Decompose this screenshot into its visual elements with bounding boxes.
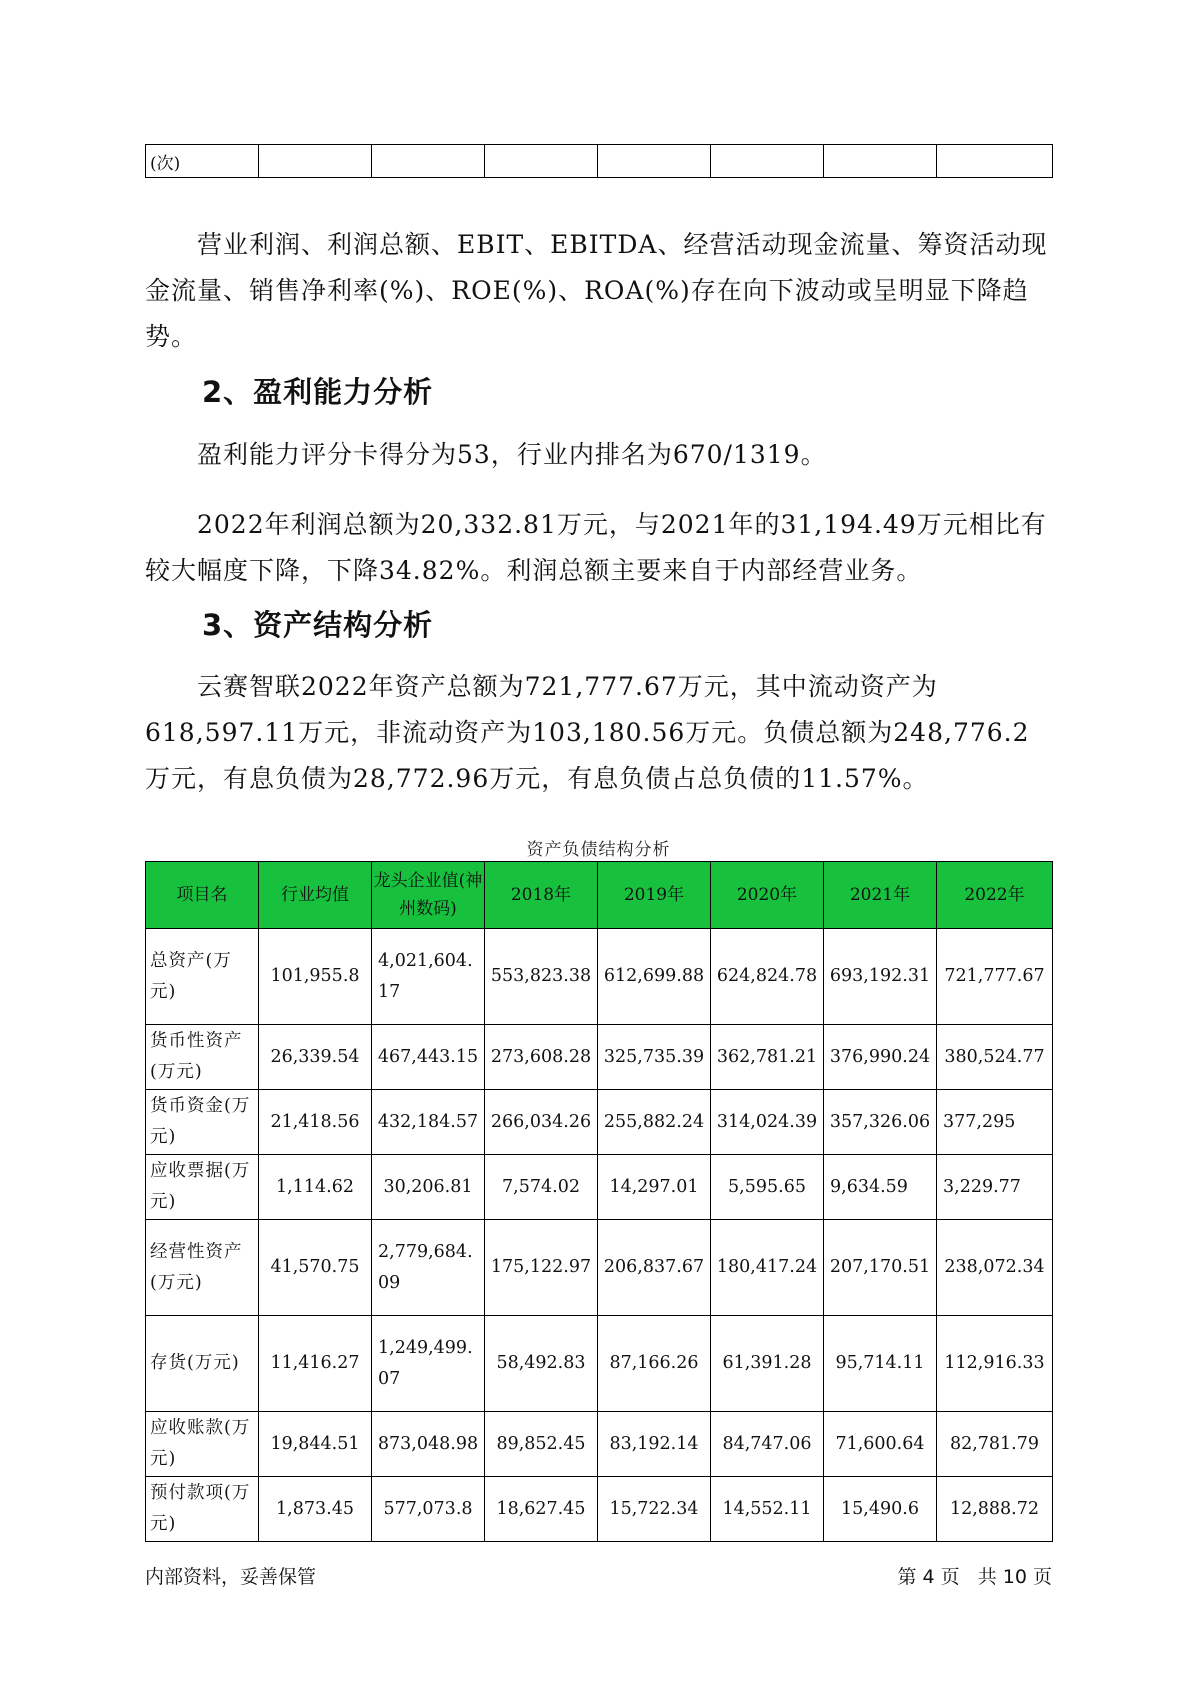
table-cell: 71,600.64 (824, 1412, 937, 1477)
table-cell: 432,184.57 (372, 1090, 485, 1155)
row-label: 货币性资产(万元) (146, 1025, 259, 1090)
column-header: 2019年 (598, 862, 711, 929)
row-label: 经营性资产(万元) (146, 1220, 259, 1316)
table-cell: 175,122.97 (485, 1220, 598, 1316)
table-cell: 2,779,684.09 (372, 1220, 485, 1316)
table-cell: 377,295 (937, 1090, 1053, 1155)
table-header-row (146, 862, 1053, 929)
table-cell: 376,990.24 (824, 1025, 937, 1090)
table-cell: 9,634.59 (824, 1155, 937, 1220)
paragraph-score: 盈利能力评分卡得分为53，行业内排名为670/1319。 (197, 440, 827, 469)
table-cell: 612,699.88 (598, 929, 711, 1025)
table-row (146, 1477, 1053, 1542)
table-cell: 180,417.24 (711, 1220, 824, 1316)
table-cell: 83,192.14 (598, 1412, 711, 1477)
table-cell: 112,916.33 (937, 1316, 1053, 1412)
table-cell: 14,297.01 (598, 1155, 711, 1220)
table-cell: 255,882.24 (598, 1090, 711, 1155)
continued-table (145, 144, 1053, 178)
table-cell: 266,034.26 (485, 1090, 598, 1155)
table-cell: 15,490.6 (824, 1477, 937, 1542)
table-cell: 577,073.8 (372, 1477, 485, 1542)
table-cell: 5,595.65 (711, 1155, 824, 1220)
table-cell: 58,492.83 (485, 1316, 598, 1412)
table-cell: 18,627.45 (485, 1477, 598, 1542)
row-label: 应收账款(万元) (146, 1412, 259, 1477)
paragraph-trend: 营业利润、利润总额、EBIT、EBITDA、经营活动现金流量、筹资活动现金流量、销售净利率(%)、ROE(%)、ROA(%)存在向下波动或呈明显下降趋势。 (145, 230, 1048, 351)
table-cell: 41,570.75 (259, 1220, 372, 1316)
table-cell: 207,170.51 (824, 1220, 937, 1316)
column-header: 项目名 (146, 862, 259, 929)
row-label: 货币资金(万元) (146, 1090, 259, 1155)
row-label: 预付款项(万元) (146, 1477, 259, 1542)
table-row (146, 145, 1053, 178)
table-cell: 721,777.67 (937, 929, 1053, 1025)
paragraph-assets: 云赛智联2022年资产总额为721,777.67万元，其中流动资产为618,597.11万元，非流动资产为103,180.56万元。负债总额为248,776.2万元，有息负债为28,772.96万元，有息负债占总负债的11.57%。 (145, 672, 1030, 793)
table-cell: 21,418.56 (259, 1090, 372, 1155)
table-row (146, 1025, 1053, 1090)
table-cell: 3,229.77 (937, 1155, 1053, 1220)
table-cell: 95,714.11 (824, 1316, 937, 1412)
table-row (146, 1090, 1053, 1155)
paragraph-profit: 2022年利润总额为20,332.81万元，与2021年的31,194.49万元相比有较大幅度下降，下降34.82%。利润总额主要来自于内部经营业务。 (145, 510, 1047, 585)
table-cell: 4,021,604.17 (372, 929, 485, 1025)
table-cell: 553,823.38 (485, 929, 598, 1025)
column-header: 2020年 (711, 862, 824, 929)
table-cell: 380,524.77 (937, 1025, 1053, 1090)
table-cell: 624,824.78 (711, 929, 824, 1025)
table-cell: 26,339.54 (259, 1025, 372, 1090)
footer-confidential-note: 内部资料，妥善保管 (145, 1566, 317, 1588)
table-cell: 101,955.8 (259, 929, 372, 1025)
balance-structure-table (145, 861, 1053, 1542)
table-cell: 873,048.98 (372, 1412, 485, 1477)
table-cell: 1,249,499.07 (372, 1316, 485, 1412)
column-header: 2018年 (485, 862, 598, 929)
column-header: 行业均值 (259, 862, 372, 929)
table-cell: 357,326.06 (824, 1090, 937, 1155)
table-cell: 89,852.45 (485, 1412, 598, 1477)
table-cell: 273,608.28 (485, 1025, 598, 1090)
table-cell: 12,888.72 (937, 1477, 1053, 1542)
table-cell: 467,443.15 (372, 1025, 485, 1090)
table-cell: 15,722.34 (598, 1477, 711, 1542)
table-cell: 238,072.34 (937, 1220, 1053, 1316)
table-cell: 325,735.39 (598, 1025, 711, 1090)
table-cell: 206,837.67 (598, 1220, 711, 1316)
section-heading-profitability: 2、盈利能力分析 (202, 375, 434, 409)
section-heading-asset-structure: 3、资产结构分析 (202, 608, 434, 642)
table-row (146, 1412, 1053, 1477)
table-cell: 87,166.26 (598, 1316, 711, 1412)
row-label: 总资产(万元) (146, 929, 259, 1025)
table-caption: 资产负债结构分析 (526, 840, 671, 860)
table-cell: 11,416.27 (259, 1316, 372, 1412)
table-cell: 14,552.11 (711, 1477, 824, 1542)
table-cell: 30,206.81 (372, 1155, 485, 1220)
row-label: 应收票据(万元) (146, 1155, 259, 1220)
row-label: 存货(万元) (146, 1316, 259, 1412)
table-cell: 7,574.02 (485, 1155, 598, 1220)
table-cell: 19,844.51 (259, 1412, 372, 1477)
table-cell: (次) (146, 145, 259, 178)
table-cell: 693,192.31 (824, 929, 937, 1025)
page-number: 第 4 页 共 10 页 (897, 1566, 1052, 1588)
table-cell: 362,781.21 (711, 1025, 824, 1090)
table-row (146, 1220, 1053, 1316)
table-cell: 84,747.06 (711, 1412, 824, 1477)
table-cell: 314,024.39 (711, 1090, 824, 1155)
table-cell: 1,114.62 (259, 1155, 372, 1220)
table-cell: 82,781.79 (937, 1412, 1053, 1477)
table-row (146, 1155, 1053, 1220)
column-header: 2021年 (824, 862, 937, 929)
table-cell: 1,873.45 (259, 1477, 372, 1542)
column-header: 龙头企业值(神州数码) (372, 862, 485, 929)
table-cell: 61,391.28 (711, 1316, 824, 1412)
table-row (146, 929, 1053, 1025)
table-row (146, 1316, 1053, 1412)
column-header: 2022年 (937, 862, 1053, 929)
